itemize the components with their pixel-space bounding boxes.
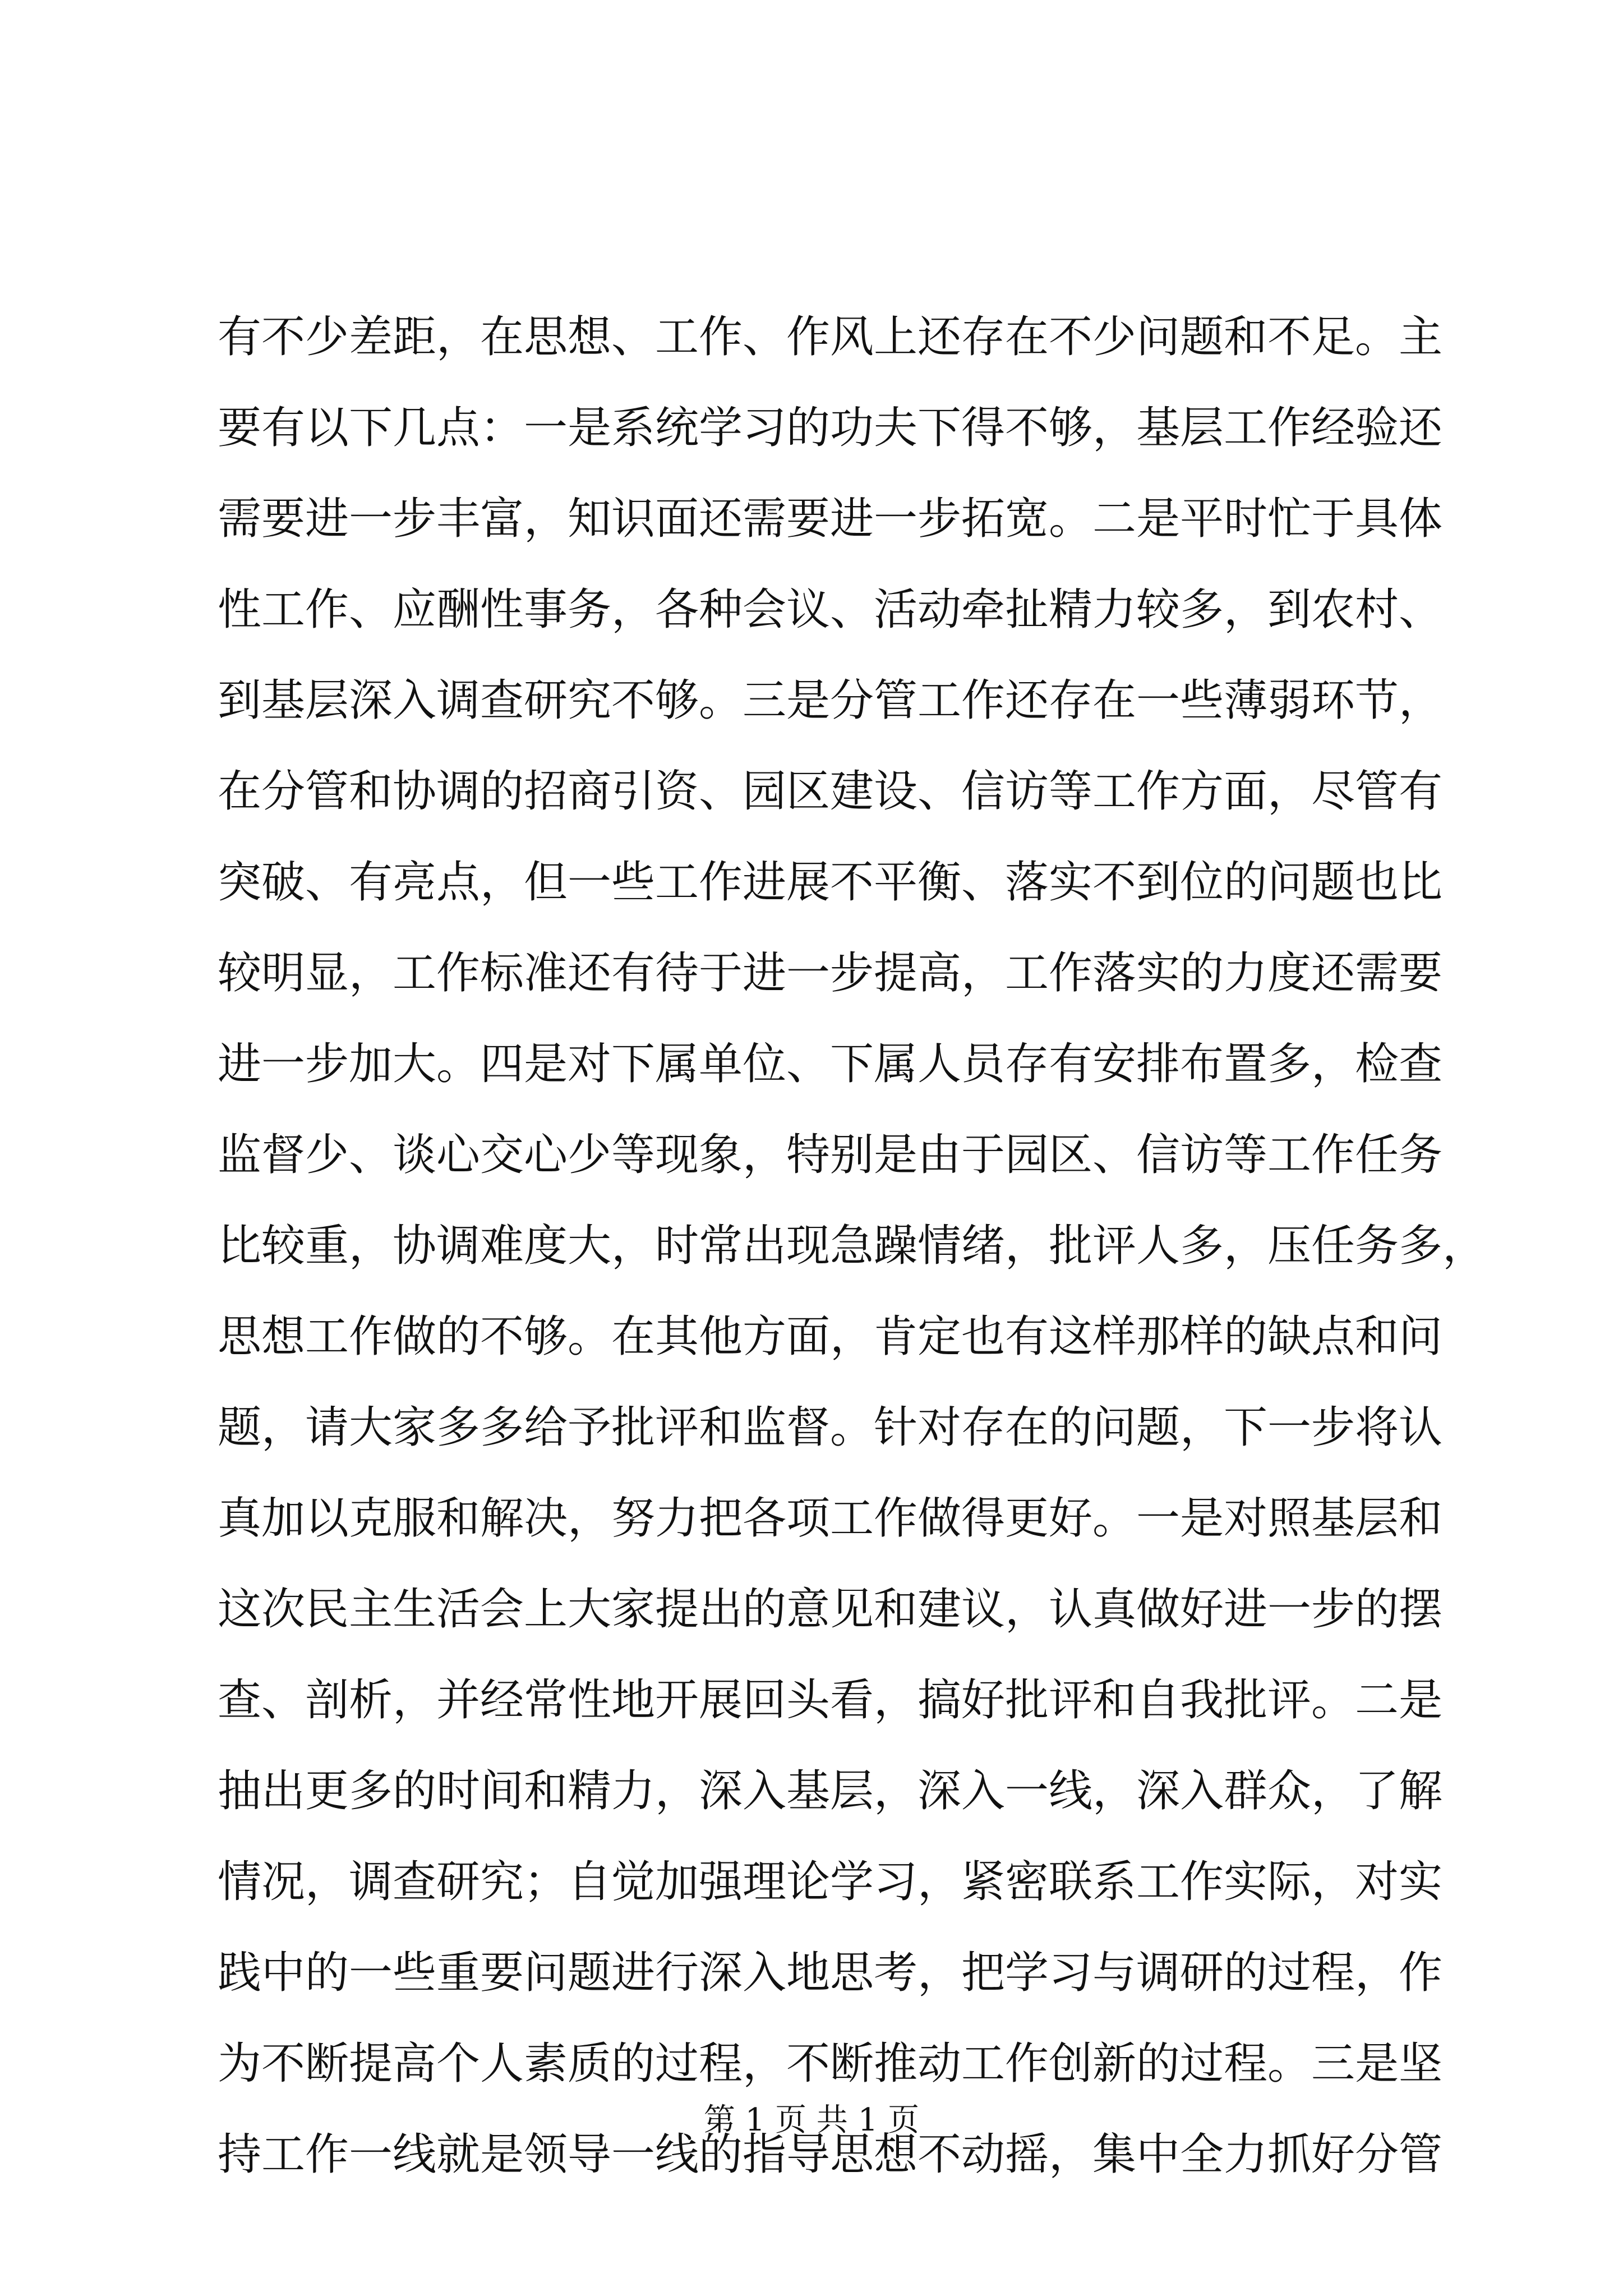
page-number-label: 第 1 页 共 1 页	[703, 2102, 920, 2138]
text-line: 查、剖析，并经常性地开展回头看，搞好批评和自我批评。二是	[218, 1675, 1443, 1726]
text-line: 有不少差距，在思想、工作、作风上还存在不少问题和不足。主	[218, 312, 1443, 362]
text-line: 在分管和协调的招商引资、园区建设、信访等工作方面，尽管有	[218, 766, 1443, 817]
text-line: 到基层深入调查研究不够。三是分管工作还存在一些薄弱环节，	[218, 675, 1443, 726]
text-line: 较明显，工作标准还有待于进一步提高，工作落实的力度还需要	[218, 948, 1443, 999]
text-line: 监督少、谈心交心少等现象，特别是由于园区、信访等工作任务	[218, 1130, 1443, 1180]
text-line: 思想工作做的不够。在其他方面，肯定也有这样那样的缺点和问	[218, 1312, 1443, 1362]
text-line: 抽出更多的时间和精力，深入基层，深入一线，深入群众，了解	[218, 1766, 1443, 1816]
text-line: 题，请大家多多给予批评和监督。针对存在的问题，下一步将认	[218, 1402, 1443, 1453]
text-line: 践中的一些重要问题进行深入地思考，把学习与调研的过程，作	[218, 1948, 1443, 1998]
text-line: 要有以下几点：一是系统学习的功夫下得不够，基层工作经验还	[218, 403, 1443, 453]
text-line: 性工作、应酬性事务，各种会议、活动牵扯精力较多，到农村、	[218, 585, 1443, 635]
text-line: 突破、有亮点，但一些工作进展不平衡、落实不到位的问题也比	[218, 857, 1443, 908]
text-line: 真加以克服和解决，努力把各项工作做得更好。一是对照基层和	[218, 1493, 1443, 1544]
page-footer	[0, 2098, 1623, 2143]
text-line: 持工作一线就是领导一线的指导思想不动摇，集中全力抓好分管	[218, 2129, 1443, 2180]
text-line: 这次民主生活会上大家提出的意见和建议，认真做好进一步的摆	[218, 1584, 1443, 1635]
text-line: 进一步加大。四是对下属单位、下属人员存有安排布置多，检查	[218, 1039, 1443, 1089]
text-line: 情况，调查研究；自觉加强理论学习，紧密联系工作实际，对实	[218, 1857, 1443, 1907]
text-line: 需要进一步丰富，知识面还需要进一步拓宽。二是平时忙于具体	[218, 494, 1443, 544]
text-line: 比较重，协调难度大，时常出现急躁情绪，批评人多，压任务多，	[218, 1221, 1487, 1271]
text-line: 为不断提高个人素质的过程，不断推动工作创新的过程。三是坚	[218, 2039, 1443, 2089]
body-text	[218, 292, 1487, 2200]
